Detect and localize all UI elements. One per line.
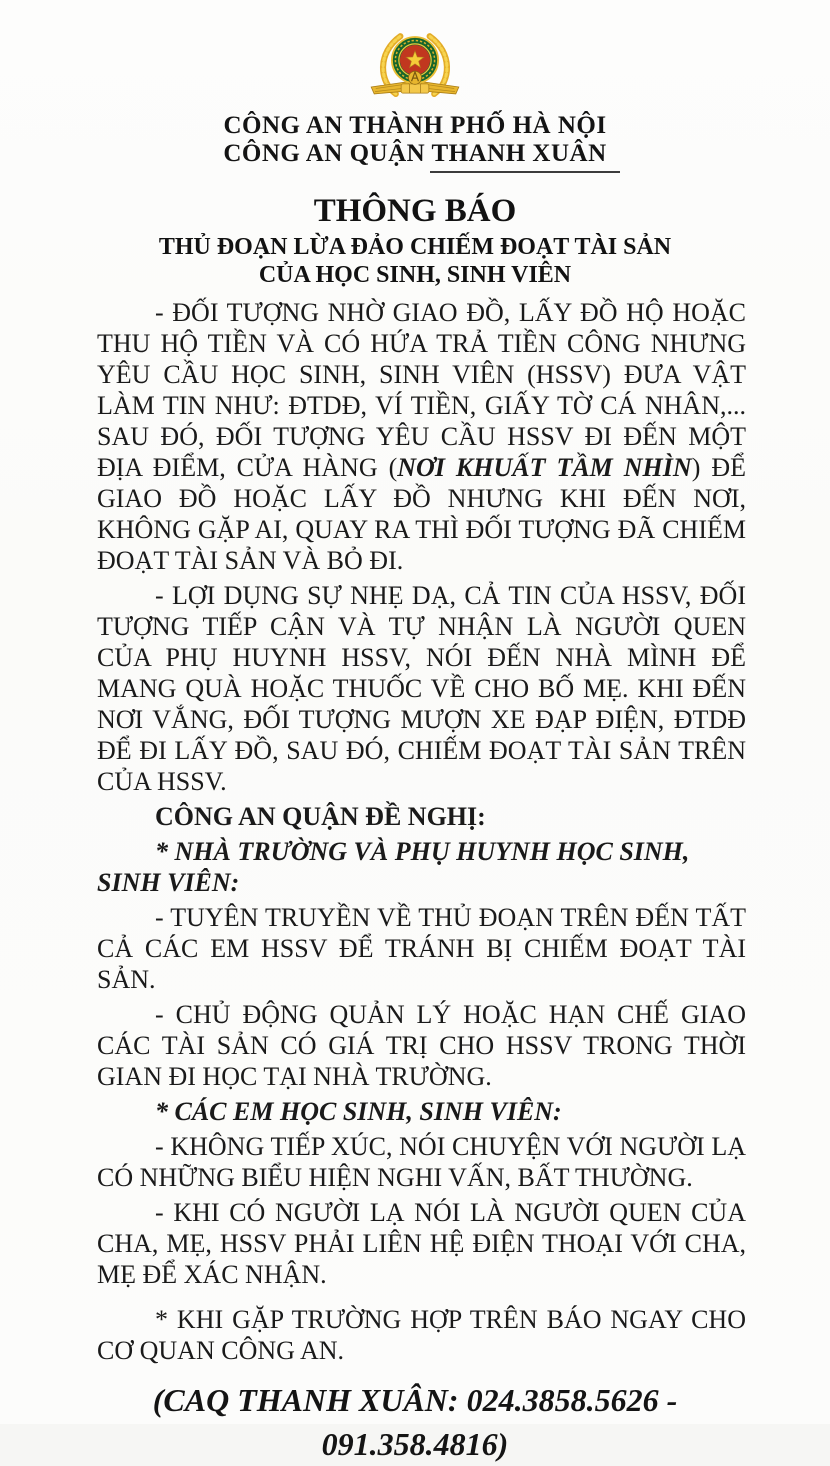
notice-body xyxy=(97,297,746,1366)
header-divider xyxy=(430,171,620,173)
public-security-emblem-icon xyxy=(365,26,465,108)
final-note: * KHI GẶP TRƯỜNG HỢP TRÊN BÁO NGAY CHO CƠ QUAN CÔNG AN. xyxy=(97,1305,746,1365)
notice-title: THÔNG BÁO xyxy=(313,193,517,229)
paragraph-scheme-1-text-b: ) ĐỂ GIAO ĐỒ HOẶC LẤY ĐỒ NHƯNG KHI ĐẾN NƠI, KHÔNG GẶP AI, QUAY RA THÌ ĐỐI TƯỢNG ĐÃ CHIẾM ĐOẠT TÀI SẢN VÀ BỎ ĐI. xyxy=(97,453,746,575)
notice-subtitle-line1: THỦ ĐOẠN LỪA ĐẢO CHIẾM ĐOẠT TÀI SẢN xyxy=(158,234,672,260)
section-schools-parents-item-2: - CHỦ ĐỘNG QUẢN LÝ HOẶC HẠN CHẾ GIAO CÁC TÀI SẢN CÓ GIÁ TRỊ CHO HSSV TRONG THỜI GIAN ĐI HỌC TẠI NHÀ TRƯỜNG. xyxy=(97,1000,746,1091)
section-schools-parents-heading: * NHÀ TRƯỜNG VÀ PHỤ HUYNH HỌC SINH, SINH VIÊN: xyxy=(97,837,690,897)
section-schools-parents-item-1: - TUYÊN TRUYỀN VỀ THỦ ĐOẠN TRÊN ĐẾN TẤT CẢ CÁC EM HSSV ĐỂ TRÁNH BỊ CHIẾM ĐOẠT TÀI SẢN. xyxy=(97,903,746,994)
contact-phone-line: (CAQ THANH XUÂN: 024.3858.5626 - 091.358.4816) xyxy=(152,1382,678,1462)
paragraph-scheme-1 xyxy=(97,297,746,576)
page-header xyxy=(0,0,830,173)
org-name-city: CÔNG AN THÀNH PHỐ HÀ NỘI xyxy=(223,112,607,139)
notice-subtitle-line2: CỦA HỌC SINH, SINH VIÊN xyxy=(258,262,572,288)
ca-monogram xyxy=(408,71,421,84)
paragraph-scheme-2: - LỢI DỤNG SỰ NHẸ DẠ, CẢ TIN CỦA HSSV, ĐỐI TƯỢNG TIẾP CẬN VÀ TỰ NHẬN LÀ NGƯỜI QUEN CỦA PHỤ HUYNH HSSV, NÓI ĐẾN NHÀ MÌNH ĐỂ MANG QUÀ HOẶC THUỐC VỀ CHO BỐ MẸ. KHI ĐẾN NƠI VẮNG, ĐỐI TƯỢNG MƯỢN XE ĐẠP ĐIỆN, ĐTDĐ ĐỂ ĐI LẤY ĐỒ, SAU ĐÓ, CHIẾM ĐOẠT TÀI SẢN TRÊN CỦA HSSV. xyxy=(97,581,746,796)
section-students-item-2: - KHI CÓ NGƯỜI LẠ NÓI LÀ NGƯỜI QUEN CỦA CHA, MẸ, HSSV PHẢI LIÊN HỆ ĐIỆN THOẠI VỚI CHA, MẸ ĐỂ XÁC NHẬN. xyxy=(97,1198,746,1289)
request-heading: CÔNG AN QUẬN ĐỀ NGHỊ: xyxy=(155,802,486,831)
paragraph-scheme-1-emphasis: NƠI KHUẤT TẦM NHÌN xyxy=(397,453,692,482)
scroll xyxy=(401,84,429,93)
section-students-heading: * CÁC EM HỌC SINH, SINH VIÊN: xyxy=(155,1097,562,1126)
paragraph-scheme-1-text-a: - ĐỐI TƯỢNG NHỜ GIAO ĐỒ, LẤY ĐỒ HỘ HOẶC THU HỘ TIỀN VÀ CÓ HỨA TRẢ TIỀN CÔNG NHƯNG YÊU CẦU HỌC SINH, SINH VIÊN (HSSV) ĐƯA VẬT LÀM TIN NHƯ: ĐTDĐ, VÍ TIỀN, GIẤY TỜ CÁ NHÂN,... SAU ĐÓ, ĐỐI TƯỢNG YÊU CẦU HSSV ĐI ĐẾN MỘT ĐỊA ĐIỂM, CỬA HÀNG ( xyxy=(97,298,746,482)
section-students-item-1: - KHÔNG TIẾP XÚC, NÓI CHUYỆN VỚI NGƯỜI LẠ CÓ NHỮNG BIỂU HIỆN NGHI VẤN, BẤT THƯỜNG. xyxy=(97,1132,746,1192)
org-name-district: CÔNG AN QUẬN THANH XUÂN xyxy=(223,140,607,167)
